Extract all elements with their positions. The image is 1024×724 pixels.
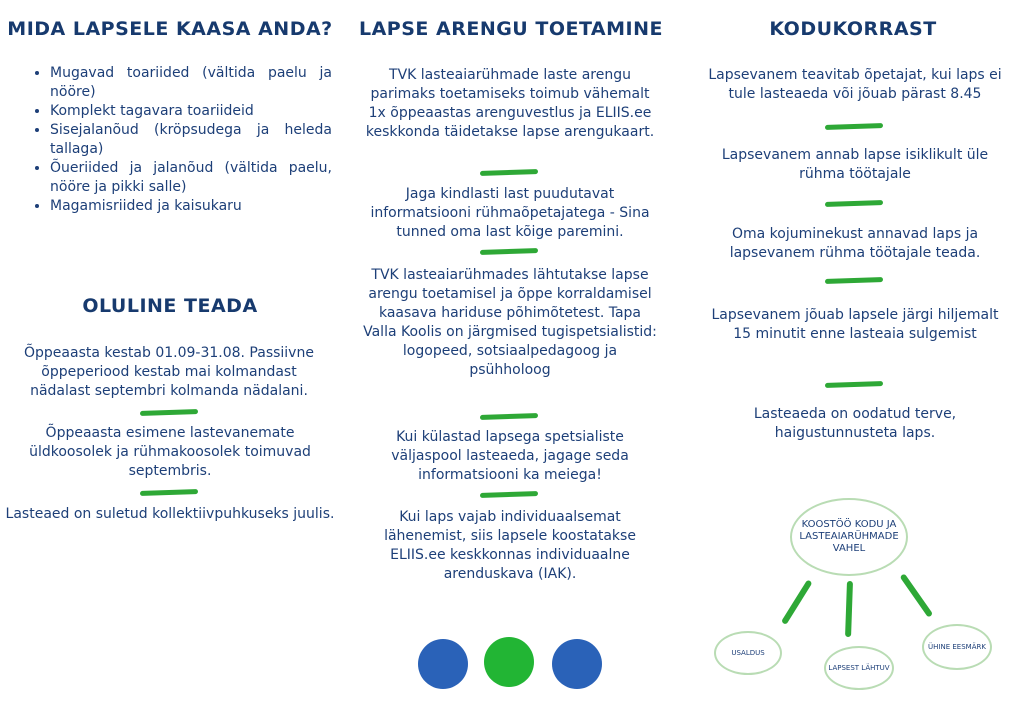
list-item: • Magamisriided ja kaisukaru (50, 197, 332, 216)
green-dot (484, 637, 534, 687)
divider (480, 491, 538, 498)
divider (825, 123, 883, 130)
divider (480, 169, 538, 176)
paragraph-healthy-child: Lasteaeda on oodatud terve, haigustunnusteta laps. (753, 406, 957, 441)
divider (825, 381, 883, 388)
paragraph-hand-over: Lapsevanem annab lapse isiklikult üle rühma töötajale (721, 147, 989, 182)
list-item: • Sisejalanõud (kröpsudega ja heleda tallaga) (50, 121, 332, 159)
paragraph-notify-teacher: Lapsevanem teavitab õpetajat, kui laps ei tule lasteaeda või jõuab pärast 8.45 (708, 67, 1002, 102)
paragraph-closed: Lasteaed on suletud kollektiivpuhkuseks juulis. (5, 506, 335, 522)
connector-left (781, 579, 813, 625)
divider (825, 277, 883, 284)
paragraph-school-year: Õppeaasta kestab 01.09-31.08. Passiivne õppeperiood kestab mai kolmandast nädalast septembri kolmanda nädalani. (24, 345, 314, 399)
paragraph-development-talk: TVK lasteaiarühmade laste arengu parimaks toetamiseks toimub vähemalt 1x õppeaastas arenguvestlus ja ELIIS.ee keskkonda täidetakse lapse arengukaart. (365, 67, 655, 140)
items-list (30, 64, 332, 216)
list-item: • Õueriided ja jalanõud (vältida paelu, nööre ja pikki salle) (50, 159, 332, 197)
diagram-bubble-child-based: LAPSEST LÄHTUV (824, 646, 894, 690)
heading-what-to-bring: MIDA LAPSELE KAASA ANDA? (7, 18, 333, 40)
paragraph-pickup: Lapsevanem jõuab lapsele järgi hiljemalt 15 minutit enne lasteaia sulgemist (711, 307, 999, 342)
connector-right (900, 573, 934, 617)
paragraph-specialists: Kui külastad lapsega spetsialiste väljaspool lasteaeda, jagage seda informatsiooni ka meiega! (391, 429, 629, 483)
divider (480, 413, 538, 420)
heading-house-rules: KODUKORRAST (769, 18, 937, 40)
blue-dot (418, 639, 468, 689)
list-item: • Mugavad toariided (vältida paelu ja nööre) (50, 64, 332, 102)
divider (140, 409, 198, 416)
paragraph-meetings: Õppeaasta esimene lastevanemate üldkoosolek ja rühmakoosolek toimuvad septembris. (29, 425, 311, 479)
connector-middle (845, 581, 853, 637)
diagram-bubble-trust: USALDUS (714, 631, 782, 675)
divider (480, 248, 538, 255)
paragraph-going-home: Oma kojuminekust annavad laps ja lapsevanem rühma töötajale teada. (729, 226, 981, 261)
heading-important: OLULINE TEADA (82, 295, 258, 317)
divider (140, 489, 198, 496)
diagram-bubble-common-goal: ÜHINE EESMÄRK (922, 624, 992, 670)
paragraph-iak: Kui laps vajab individuaalsemat lähenemist, siis lapsele koostatakse ELIIS.ee keskkonnas individuaalne arenduskava (IAK). (384, 509, 636, 582)
divider (825, 200, 883, 207)
blue-dot (552, 639, 602, 689)
paragraph-share-info: Jaga kindlasti last puudutavat informatsiooni rühmaõpetajatega - Sina tunned oma last kõige paremini. (370, 186, 650, 240)
heading-development: LAPSE ARENGU TOETAMINE (358, 18, 663, 40)
list-item: • Komplekt tagavara toariideid (50, 102, 332, 121)
paragraph-inclusive-education: TVK lasteaiarühmades lähtutakse lapse arengu toetamisel ja õppe korraldamisel kaasava hariduse põhimõtetest. Tapa Valla Koolis on järgmised tugispetsialistid: logopeed, sotsiaalpedagoog ja psühholoog (363, 267, 657, 378)
diagram-center-bubble: KOOSTÖÖ KODU JA LASTEAIARÜHMADE VAHEL (790, 498, 908, 576)
